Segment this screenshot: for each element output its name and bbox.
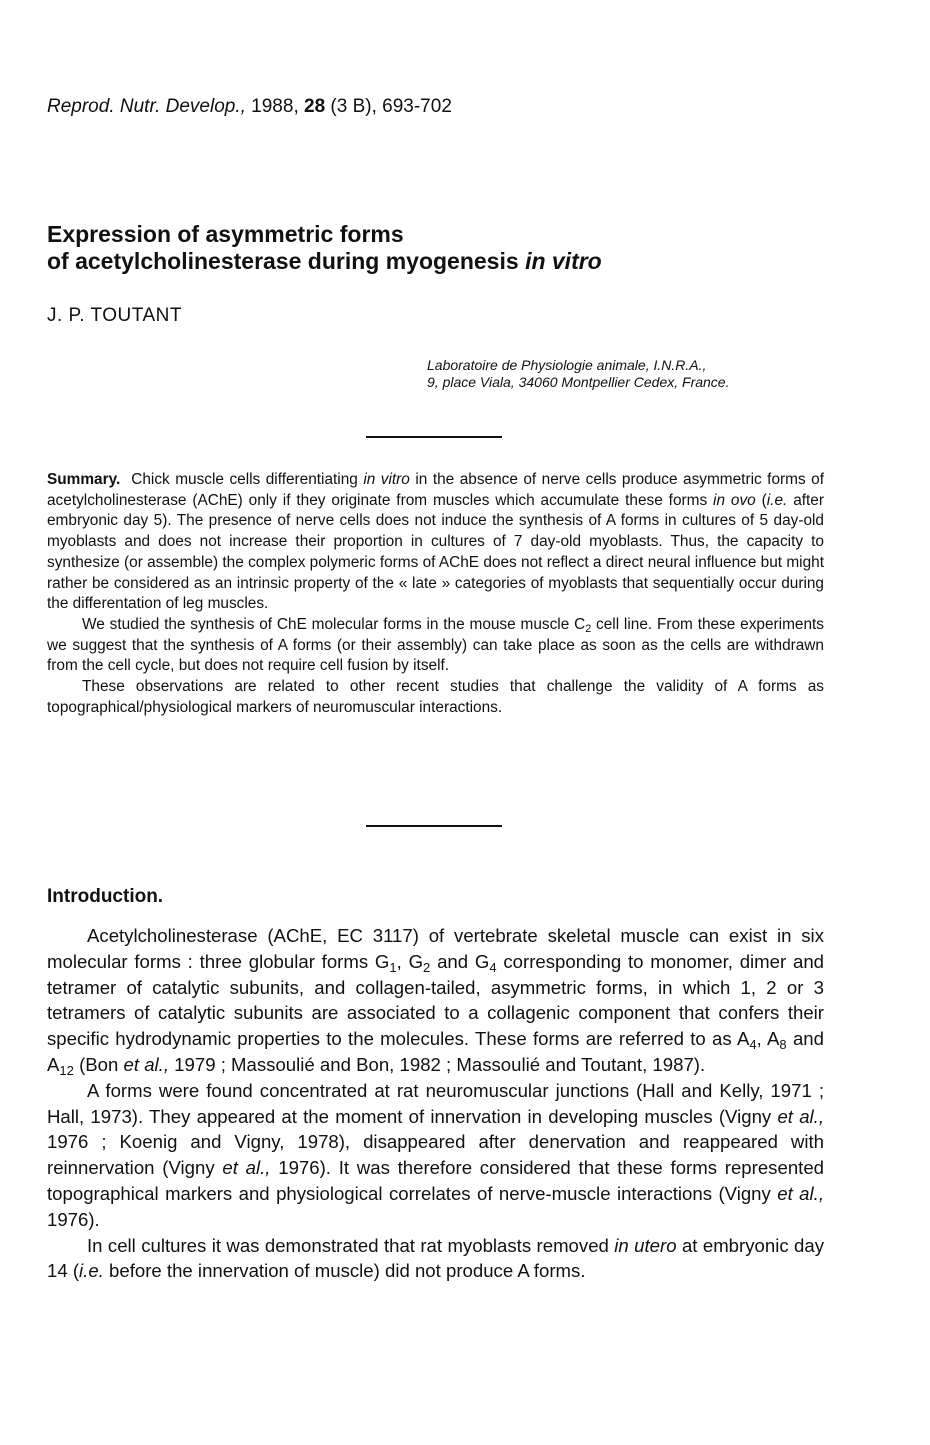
title-italic: in vitro [525,248,602,274]
journal-issue-pages: (3 B), 693-702 [330,96,452,117]
body-text: corresponding to monomer, dimer and tetramer of catalytic subunits, and collagen-tailed, asymmetric forms, in which 1, 2 or 3 tetramers of catalytic subunits are associated to a collagenic component that confers their specific hydrodynamic properties to the molecules. These forms are referred to as A [47,950,824,1050]
body-text: before the innervation of muscle) did not produce A forms. [109,1260,586,1282]
summary-text: after embryonic day 5). The presence of nerve cells does not induce the synthesis of A forms in cultures of 5 day-old myoblasts and does not increase their proportion in cultures of 7 day-old myoblasts. Thus, the capacity to synthesize (or assemble) the complex polymeric forms of AChE does not reflect a direct neural influence but might rather be considered as an intrinsic property of the « late » categories of myoblasts that sequentially occur during the differentation of leg muscles. [47,491,824,613]
summary-text: ( [761,491,767,509]
citation-italic: et al., [123,1053,169,1075]
introduction-paragraph-1 [47,923,824,1078]
divider-top [366,436,502,438]
subscript: 2 [423,959,431,975]
subscript: 1 [389,959,397,975]
body-text: 1979 ; Massoulié and Bon, 1982 ; Massoulié and Toutant, 1987). [174,1053,706,1075]
body-text: Acetylcholinesterase (AChE, EC 3117) of vertebrate skeletal muscle can exist in six molecular forms : three globular forms G [47,925,824,972]
summary-text: We studied the synthesis of ChE molecular forms in the mouse muscle C [82,615,586,633]
body-text: 1976). It was therefore considered that these forms represented topographical markers and physiological correlates of nerve-muscle interactions (Vigny [47,1157,825,1204]
author-affiliation [427,357,729,391]
body-text: In cell cultures it was demonstrated that rat myoblasts removed [87,1234,609,1256]
summary-text: in the absence of nerve cells produce asymmetric forms of acetylcholinesterase (AChE) only if they originate from muscles which accumulate these forms [47,471,824,509]
body-text: (Bon [79,1053,119,1075]
citation-italic: et al., [777,1105,824,1127]
body-text: , A [756,1028,780,1050]
affiliation-line-2: 9, place Viala, 34060 Montpellier Cedex, France. [427,374,730,390]
journal-citation [47,96,452,118]
summary-text: Chick muscle cells differentiating [131,471,358,488]
article-title [47,221,602,275]
author-name: J. P. TOUTANT [47,305,182,326]
body-text: at embryonic day 14 ( [47,1234,824,1282]
introduction-paragraph-3 [47,1233,824,1285]
body-text: and G [437,950,490,972]
subscript: 4 [749,1037,757,1053]
body-text: 1976). [47,1208,100,1230]
title-line-2 [47,248,602,275]
body-text: and A [47,1028,824,1075]
summary-italic: in vitro [363,471,410,488]
subscript: 4 [489,959,497,975]
title-line-2-text: of acetylcholinesterase during myogenesis [47,248,519,274]
title-line-1: Expression of asymmetric forms [47,221,404,247]
journal-volume: 28 [304,96,326,117]
journal-name: Reprod. Nutr. Develop., [47,96,246,117]
summary-label: Summary. [47,471,121,488]
introduction-body [47,923,824,1284]
subscript: 12 [59,1062,74,1078]
summary-paragraph-3: These observations are related to other recent studies that challenge the validity of A forms as topographical/physiological markers of neuromuscular interactions. [47,678,824,716]
citation-italic: et al., [222,1157,271,1179]
summary-section [47,470,824,718]
journal-year: 1988, [251,96,299,117]
citation-italic: et al., [777,1182,824,1204]
summary-paragraph-2 [47,615,824,677]
introduction-heading: Introduction. [47,886,164,907]
summary-italic: in ovo [713,491,756,509]
body-text: 1976 ; Koenig and Vigny, 1978), disappeared after denervation and reappeared with reinnervation (Vigny [47,1131,824,1179]
body-text: , G [396,950,424,972]
summary-text: cell line. From these experiments we suggest that the synthesis of A forms (or their assembly) can take place as soon as the cells are withdrawn from the cell cycle, but does not require cell fusion by itself. [47,615,824,675]
subscript: 8 [779,1037,787,1053]
introduction-paragraph-2 [47,1078,824,1233]
body-italic: i.e. [79,1260,104,1282]
subscript: 2 [585,623,592,636]
divider-bottom [366,825,502,827]
affiliation-line-1: Laboratoire de Physiologie animale, I.N.R.A., [427,357,707,373]
body-text: A forms were found concentrated at rat neuromuscular junctions (Hall and Kelly, 1971 ; Hall, 1973). They appeared at the moment of innervation in developing muscles (Vigny [47,1079,824,1127]
summary-paragraph-1 [47,470,824,615]
summary-italic: i.e. [766,491,788,509]
body-italic: in utero [614,1234,677,1256]
